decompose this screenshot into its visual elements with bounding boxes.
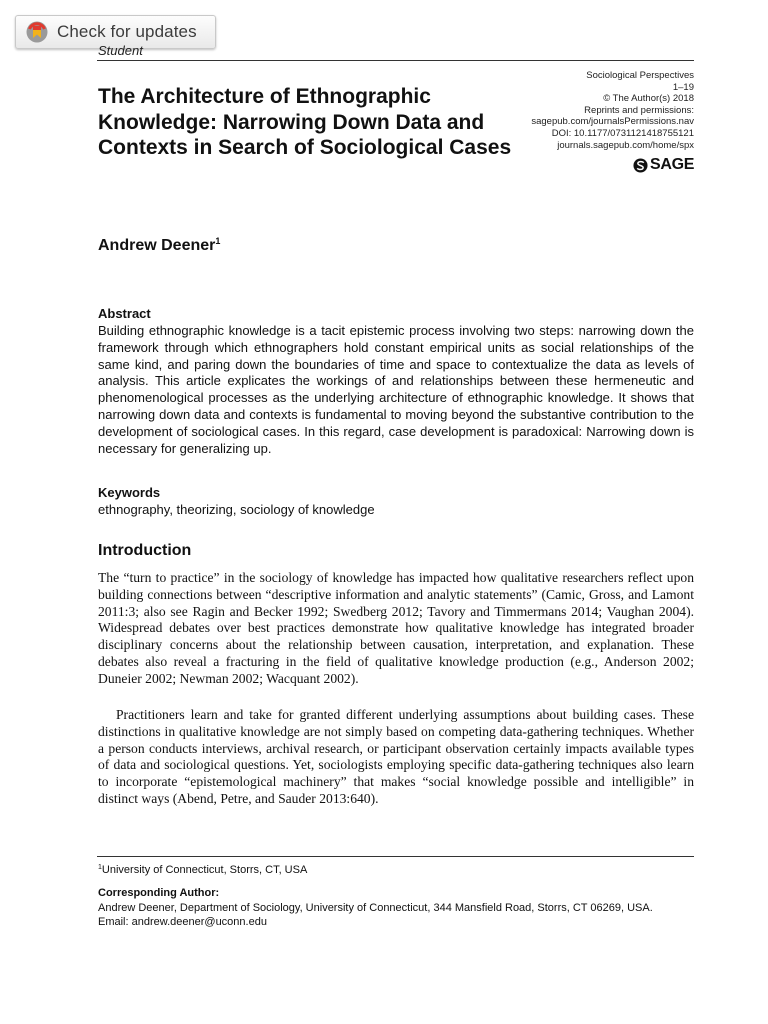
check-for-updates-label: Check for updates	[57, 22, 197, 41]
section-label: Student	[98, 43, 143, 58]
doi-link[interactable]: DOI: 10.1177/0731121418755121	[551, 127, 694, 139]
keywords-text: ethnography, theorizing, sociology of knowledge	[98, 502, 375, 517]
author-name-text: Andrew Deener	[98, 237, 216, 254]
corresponding-author-heading: Corresponding Author:	[98, 887, 220, 899]
bookmark-icon	[26, 21, 48, 43]
body-paragraph: The “turn to practice” in the sociology of knowledge has impacted how qualitative researchers reflect upon building connections between “descriptive information and analytic statements” (Camic, Gross, and Lamont 2011:3; also see Ragin and Becker 1992; Swedberg 2012; Tavory and Timmermans 2014; Vaughan 2004). Widespread debates over best practices demonstrate how qualitative knowledge has integrated broader disciplinary concerns about the relationship between causation, interpretation, and explanation. These debates also reveal a fracturing in the field of qualitative knowledge production (e.g., Anderson 2002; Duneier 2002; Newman 2002; Wacquant 2002).	[98, 570, 694, 686]
journal-info	[470, 70, 694, 151]
keywords-heading: Keywords	[98, 485, 161, 500]
sage-logo	[633, 156, 694, 174]
introduction-heading: Introduction	[98, 542, 192, 559]
header-divider	[97, 60, 694, 61]
body-paragraph: Practitioners learn and take for granted different underlying assumptions about building cases. These distinctions in qualitative knowledge are not simply based on competing data-gathering techniques. Whether a person conducts interviews, archival research, or participant observation certainly impacts available types of data and sociological questions. Yet, sociologists employing specific data-gathering techniques also learn to incorporate “epistemological machinery” that makes “social knowledge possible and intelligible” in distinct ways (Abend, Petre, and Sauder 2013:640).	[98, 707, 694, 806]
page-range: 1–19	[672, 81, 694, 93]
affiliation-text: University of Connecticut, Storrs, CT, USA	[101, 864, 308, 876]
article-title: The Architecture of Ethnographic Knowledge: Narrowing Down Data and Contexts in Search of Sociological Cases	[98, 85, 512, 159]
corresponding-author-address: Andrew Deener, Department of Sociology, University of Connecticut, 344 Mansfield Road, Storrs, CT 06269, USA.	[98, 902, 653, 914]
corresponding-author-email[interactable]: Email: andrew.deener@uconn.edu	[98, 916, 267, 928]
abstract-text: Building ethnographic knowledge is a tacit epistemic process involving two steps: narrowing down the framework through which ethnographers hold constant empirical units as social relationships of the same kind, and paring down the boundaries of time and space to contextualize the data as levels of analysis. This article explicates the workings of and relationships between these hermeneutic and phenomenological processes as the underlying architecture of ethnographic knowledge. It shows that narrowing down data and contexts is fundamental to moving beyond the substantive contribution to the development of sociological cases. In this regard, case development is paradoxical: Narrowing down is necessary for generalizing up.	[98, 323, 694, 456]
publisher-name: SAGE	[650, 156, 695, 173]
reprints-link[interactable]: sagepub.com/journalsPermissions.nav	[531, 116, 694, 128]
author-name	[98, 236, 220, 255]
affiliation-mark: 1	[98, 864, 102, 871]
reprints-label: Reprints and permissions:	[584, 104, 694, 116]
footnote-divider	[97, 856, 694, 857]
journal-name: Sociological Perspectives	[586, 70, 694, 81]
journal-homepage-link[interactable]: journals.sagepub.com/home/spx	[557, 139, 694, 151]
abstract-heading: Abstract	[98, 306, 151, 321]
sage-emblem-icon	[633, 158, 648, 173]
copyright: © The Author(s) 2018	[603, 93, 694, 105]
affiliation-footnote	[98, 864, 307, 876]
author-affiliation-mark: 1	[215, 236, 221, 246]
